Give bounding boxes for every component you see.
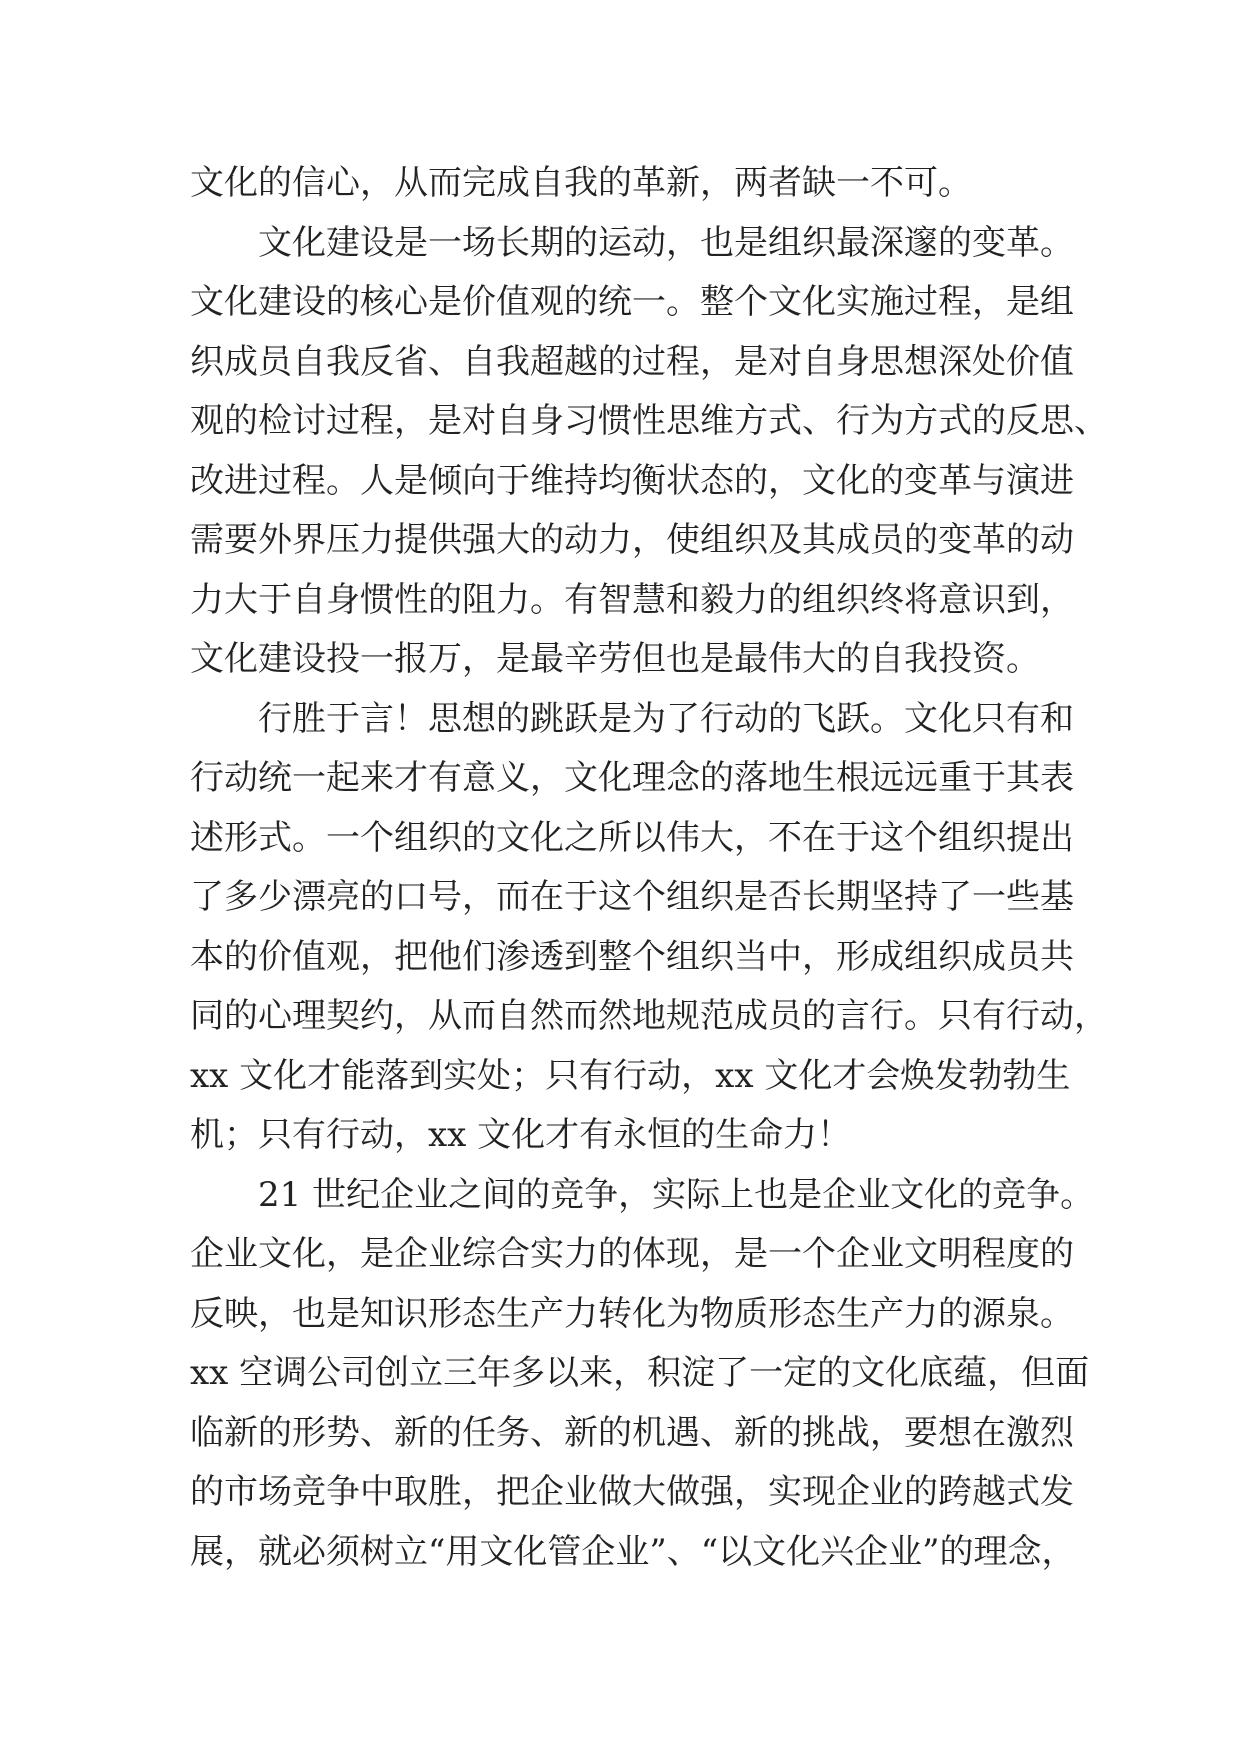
text-line: 织成员自我反省、自我超越的过程，是对自身思想深处价值 — [190, 341, 1074, 382]
text-line: 反映，也是知识形态生产力转化为物质形态生产力的源泉。 — [190, 1293, 1074, 1334]
text-line: 行胜于言！思想的跳跃是为了行动的飞跃。文化只有和 — [190, 698, 1074, 739]
text-line: 本的价值观，把他们渗透到整个组织当中，形成组织成员共 — [190, 936, 1074, 977]
text-line: xx 文化才能落到实处；只有行动，xx 文化才会焕发勃勃生 — [190, 1055, 1071, 1096]
text-line: 观的检讨过程，是对自身习惯性思维方式、行为方式的反思、 — [190, 401, 1108, 441]
text-line: 述形式。一个组织的文化之所以伟大，不在于这个组织提出 — [190, 817, 1074, 858]
text-line: 文化建设投一报万，是最辛劳但也是最伟大的自我投资。 — [190, 639, 1040, 679]
document-body — [190, 154, 1108, 1582]
text-line: 机；只有行动，xx 文化才有永恒的生命力！ — [190, 1115, 852, 1155]
text-line: 21 世纪企业之间的竞争，实际上也是企业文化的竞争。 — [190, 1174, 1095, 1215]
text-line: 行动统一起来才有意义，文化理念的落地生根远远重于其表 — [190, 758, 1074, 798]
text-line: 的市场竞争中取胜，把企业做大做强，实现企业的跨越式发 — [190, 1472, 1074, 1512]
text-line: 文化建设的核心是价值观的统一。整个文化实施过程，是组 — [190, 282, 1074, 322]
text-line: xx 空调公司创立三年多以来，积淀了一定的文化底蕴，但面 — [190, 1353, 1090, 1393]
text-line: 展，就必须树立“用文化管企业”、“以文化兴企业”的理念， — [190, 1531, 1076, 1572]
text-line: 同的心理契约，从而自然而然地规范成员的言行。只有行动， — [190, 996, 1108, 1036]
text-line: 需要外界压力提供强大的动力，使组织及其成员的变革的动 — [190, 520, 1074, 560]
text-line: 文化的信心，从而完成自我的革新，两者缺一不可。 — [190, 163, 972, 203]
text-line: 了多少漂亮的口号，而在于这个组织是否长期坚持了一些基 — [190, 877, 1074, 917]
text-line: 企业文化，是企业综合实力的体现，是一个企业文明程度的 — [190, 1234, 1074, 1274]
text-line: 力大于自身惯性的阻力。有智慧和毅力的组织终将意识到， — [190, 579, 1074, 620]
text-line: 改进过程。人是倾向于维持均衡状态的，文化的变革与演进 — [190, 460, 1074, 501]
text-line: 文化建设是一场长期的运动，也是组织最深邃的变革。 — [190, 222, 1074, 263]
text-line: 临新的形势、新的任务、新的机遇、新的挑战，要想在激烈 — [190, 1412, 1074, 1453]
